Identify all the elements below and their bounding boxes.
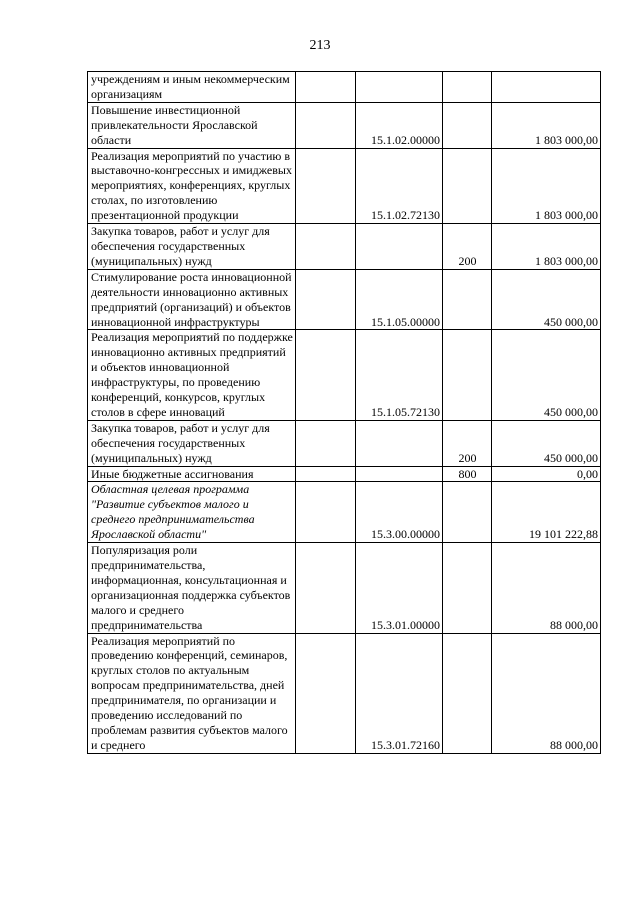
row-code: 15.1.02.72130 bbox=[356, 148, 443, 224]
row-blank-cell bbox=[296, 102, 356, 148]
row-expense-type bbox=[443, 102, 492, 148]
row-blank-cell bbox=[296, 633, 356, 753]
row-expense-type bbox=[443, 482, 492, 543]
row-expense-type: 800 bbox=[443, 466, 492, 482]
row-name: Областная целевая программа "Развитие субъектов малого и среднего предпринимательства Ярославской области" bbox=[88, 482, 296, 543]
row-expense-type bbox=[443, 72, 492, 103]
row-expense-type bbox=[443, 633, 492, 753]
row-amount: 1 803 000,00 bbox=[492, 224, 601, 270]
row-code: 15.1.05.72130 bbox=[356, 330, 443, 420]
row-name: Закупка товаров, работ и услуг для обеспечения государственных (муниципальных) нужд bbox=[88, 224, 296, 270]
row-name: Закупка товаров, работ и услуг для обеспечения государственных (муниципальных) нужд bbox=[88, 420, 296, 466]
row-amount bbox=[492, 72, 601, 103]
row-code bbox=[356, 466, 443, 482]
row-name: Стимулирование роста инновационной деятельности инновационно активных предприятий (организаций) и объектов инновационной инфраструктуры bbox=[88, 269, 296, 330]
table-row bbox=[88, 72, 601, 103]
row-code bbox=[356, 72, 443, 103]
row-code: 15.1.02.00000 bbox=[356, 102, 443, 148]
row-expense-type: 200 bbox=[443, 420, 492, 466]
table-row bbox=[88, 543, 601, 633]
row-amount: 88 000,00 bbox=[492, 633, 601, 753]
row-blank-cell bbox=[296, 420, 356, 466]
row-expense-type bbox=[443, 543, 492, 633]
row-code bbox=[356, 420, 443, 466]
row-blank-cell bbox=[296, 148, 356, 224]
row-name: Повышение инвестиционной привлекательности Ярославской области bbox=[88, 102, 296, 148]
row-amount: 450 000,00 bbox=[492, 420, 601, 466]
table-row bbox=[88, 420, 601, 466]
row-code: 15.3.00.00000 bbox=[356, 482, 443, 543]
table-row bbox=[88, 102, 601, 148]
row-name: учреждениям и иным некоммерческим организациям bbox=[88, 72, 296, 103]
table-row bbox=[88, 269, 601, 330]
row-amount: 450 000,00 bbox=[492, 269, 601, 330]
row-expense-type bbox=[443, 269, 492, 330]
row-code: 15.1.05.00000 bbox=[356, 269, 443, 330]
row-name: Реализация мероприятий по поддержке инновационно активных предприятий и объектов инновационной инфраструктуры, по проведению конференций, конкурсов, круглых столов в сфере инноваций bbox=[88, 330, 296, 420]
table-row bbox=[88, 633, 601, 753]
row-name: Популяризация роли предпринимательства, информационная, консультационная и организационная поддержка субъектов малого и среднего предпринимательства bbox=[88, 543, 296, 633]
row-blank-cell bbox=[296, 269, 356, 330]
row-blank-cell bbox=[296, 543, 356, 633]
row-expense-type bbox=[443, 148, 492, 224]
table-row bbox=[88, 330, 601, 420]
table-row bbox=[88, 148, 601, 224]
row-expense-type: 200 bbox=[443, 224, 492, 270]
row-blank-cell bbox=[296, 330, 356, 420]
row-name: Иные бюджетные ассигнования bbox=[88, 466, 296, 482]
row-code: 15.3.01.00000 bbox=[356, 543, 443, 633]
row-blank-cell bbox=[296, 224, 356, 270]
row-name: Реализация мероприятий по проведению конференций, семинаров, круглых столов по актуальным вопросам предпринимательства, дней предпринимателя, по организации и проведению исследований по проблемам развития субъектов малого и среднего bbox=[88, 633, 296, 753]
row-amount: 88 000,00 bbox=[492, 543, 601, 633]
row-blank-cell bbox=[296, 72, 356, 103]
table-row bbox=[88, 224, 601, 270]
table-row-program bbox=[88, 482, 601, 543]
row-blank-cell bbox=[296, 466, 356, 482]
row-name: Реализация мероприятий по участию в выставочно-конгрессных и имиджевых мероприятиях, конференциях, круглых столах, по изготовлению презентационной продукции bbox=[88, 148, 296, 224]
row-blank-cell bbox=[296, 482, 356, 543]
row-amount: 1 803 000,00 bbox=[492, 148, 601, 224]
row-code bbox=[356, 224, 443, 270]
row-amount: 19 101 222,88 bbox=[492, 482, 601, 543]
row-amount: 0,00 bbox=[492, 466, 601, 482]
row-code: 15.3.01.72160 bbox=[356, 633, 443, 753]
budget-table bbox=[87, 71, 601, 754]
row-amount: 450 000,00 bbox=[492, 330, 601, 420]
row-expense-type bbox=[443, 330, 492, 420]
page-number: 213 bbox=[309, 38, 331, 53]
table-row bbox=[88, 466, 601, 482]
row-amount: 1 803 000,00 bbox=[492, 102, 601, 148]
